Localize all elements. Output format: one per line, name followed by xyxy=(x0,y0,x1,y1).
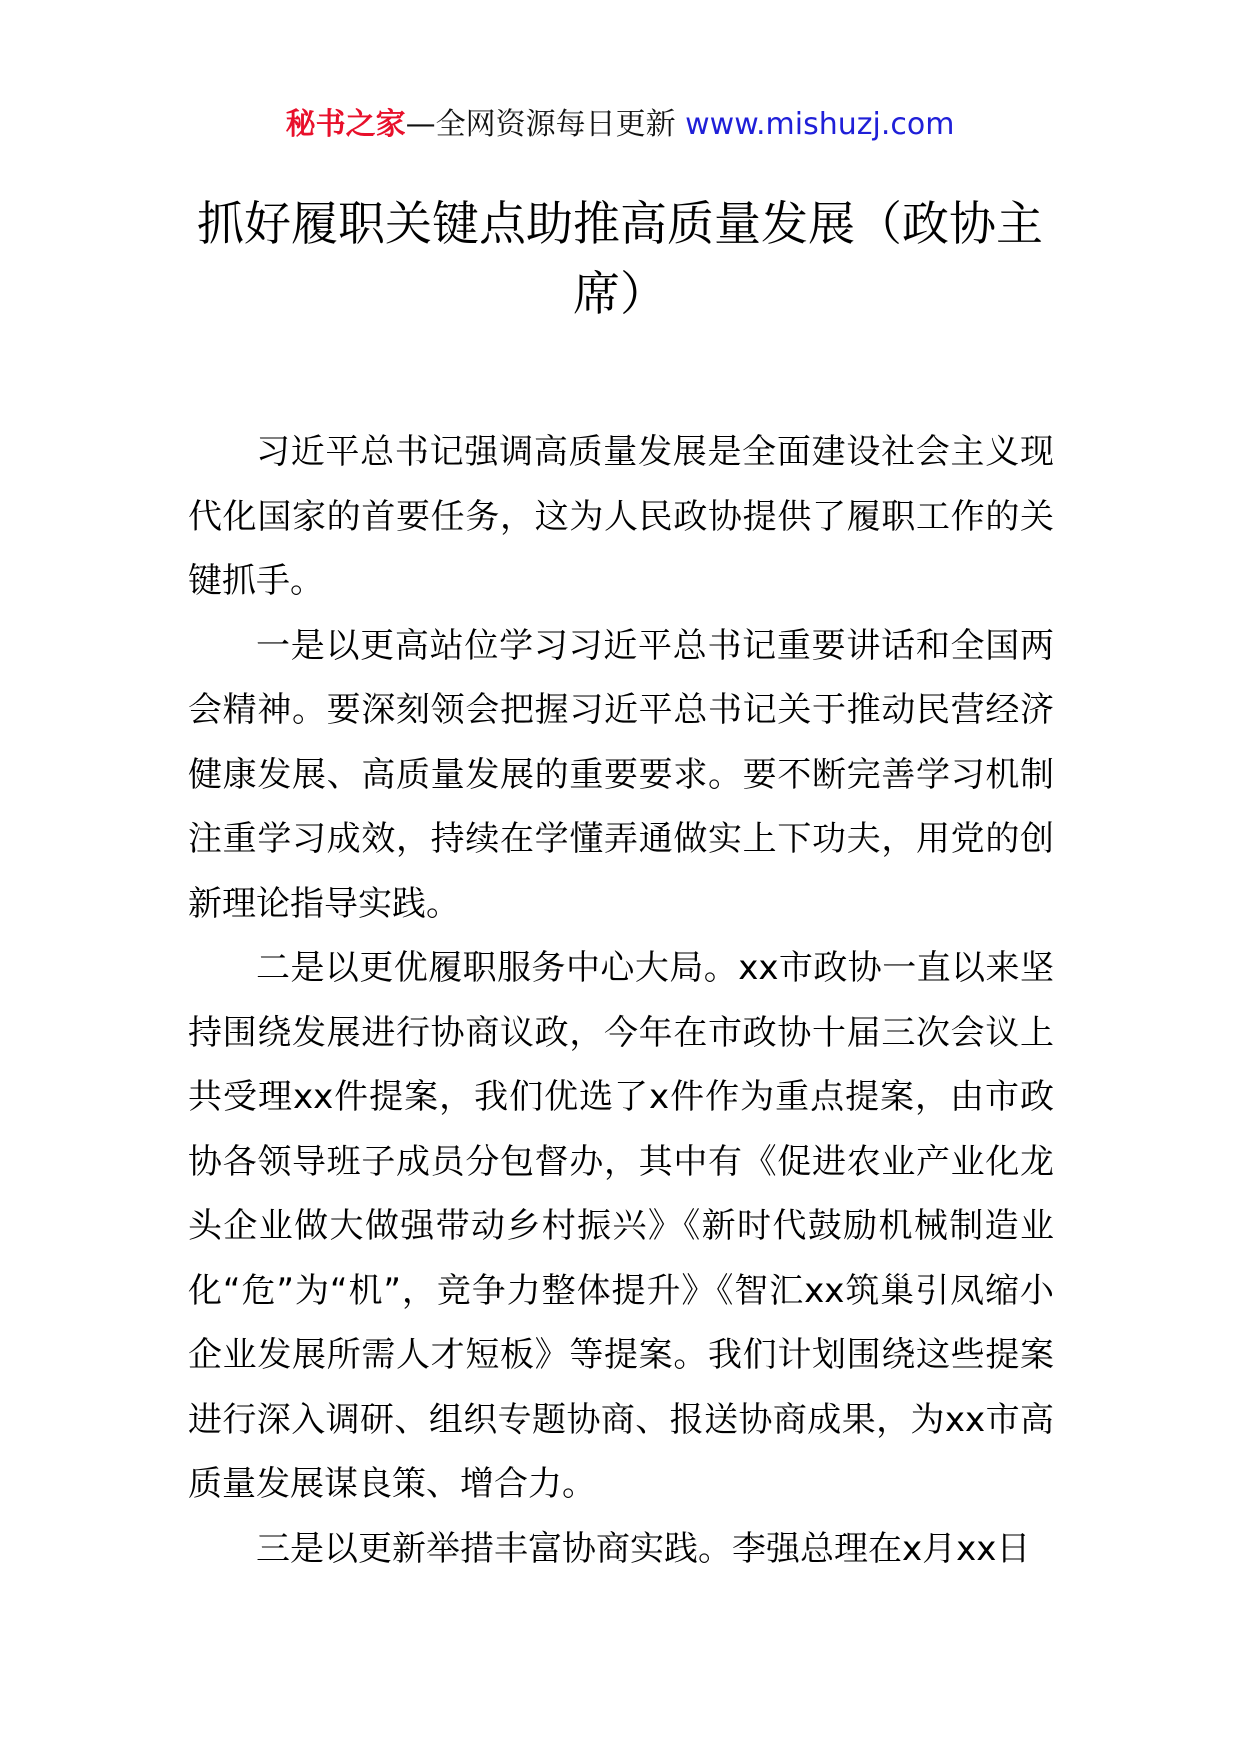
site-url-link[interactable]: www.mishuzj.com xyxy=(685,107,955,142)
site-header xyxy=(0,100,1240,150)
paragraph-point-one: 一是以更高站位学习习近平总书记重要讲话和全国两会精神。要深刻领会把握习近平总书记关于推动民营经济健康发展、高质量发展的重要要求。要不断完善学习机制注重学习成效，持续在学懂弄通做实上下功夫，用党的创新理论指导实践。 xyxy=(188,625,1054,924)
paragraph-intro: 习近平总书记强调高质量发展是全面建设社会主义现代化国家的首要任务，这为人民政协提供了履职工作的关键抓手。 xyxy=(188,432,1054,601)
document-body xyxy=(188,420,1054,1581)
paragraph-point-three: 三是以更新举措丰富协商实践。李强总理在x月xx日 xyxy=(256,1528,1031,1569)
site-brand: 秘书之家 xyxy=(285,107,406,142)
site-tagline: —全网资源每日更新 xyxy=(405,107,686,142)
document-title: 抓好履职关键点助推高质量发展（政协主席） xyxy=(197,197,1043,322)
paragraph-point-two: 二是以更优履职服务中心大局。xx市政协一直以来坚持围绕发展进行协商议政，今年在市政协十届三次会议上共受理xx件提案，我们优选了x件作为重点提案，由市政协各领导班子成员分包督办，其中有《促进农业产业化龙头企业做大做强带动乡村振兴》《新时代鼓励机械制造业化“危”为“机”，竞争力整体提升》《智汇xx筑巢引凤缩小企业发展所需人才短板》等提案。我们计划围绕这些提案进行深入调研、组织专题协商、报送协商成果，为xx市高质量发展谋良策、增合力。 xyxy=(188,948,1054,1504)
